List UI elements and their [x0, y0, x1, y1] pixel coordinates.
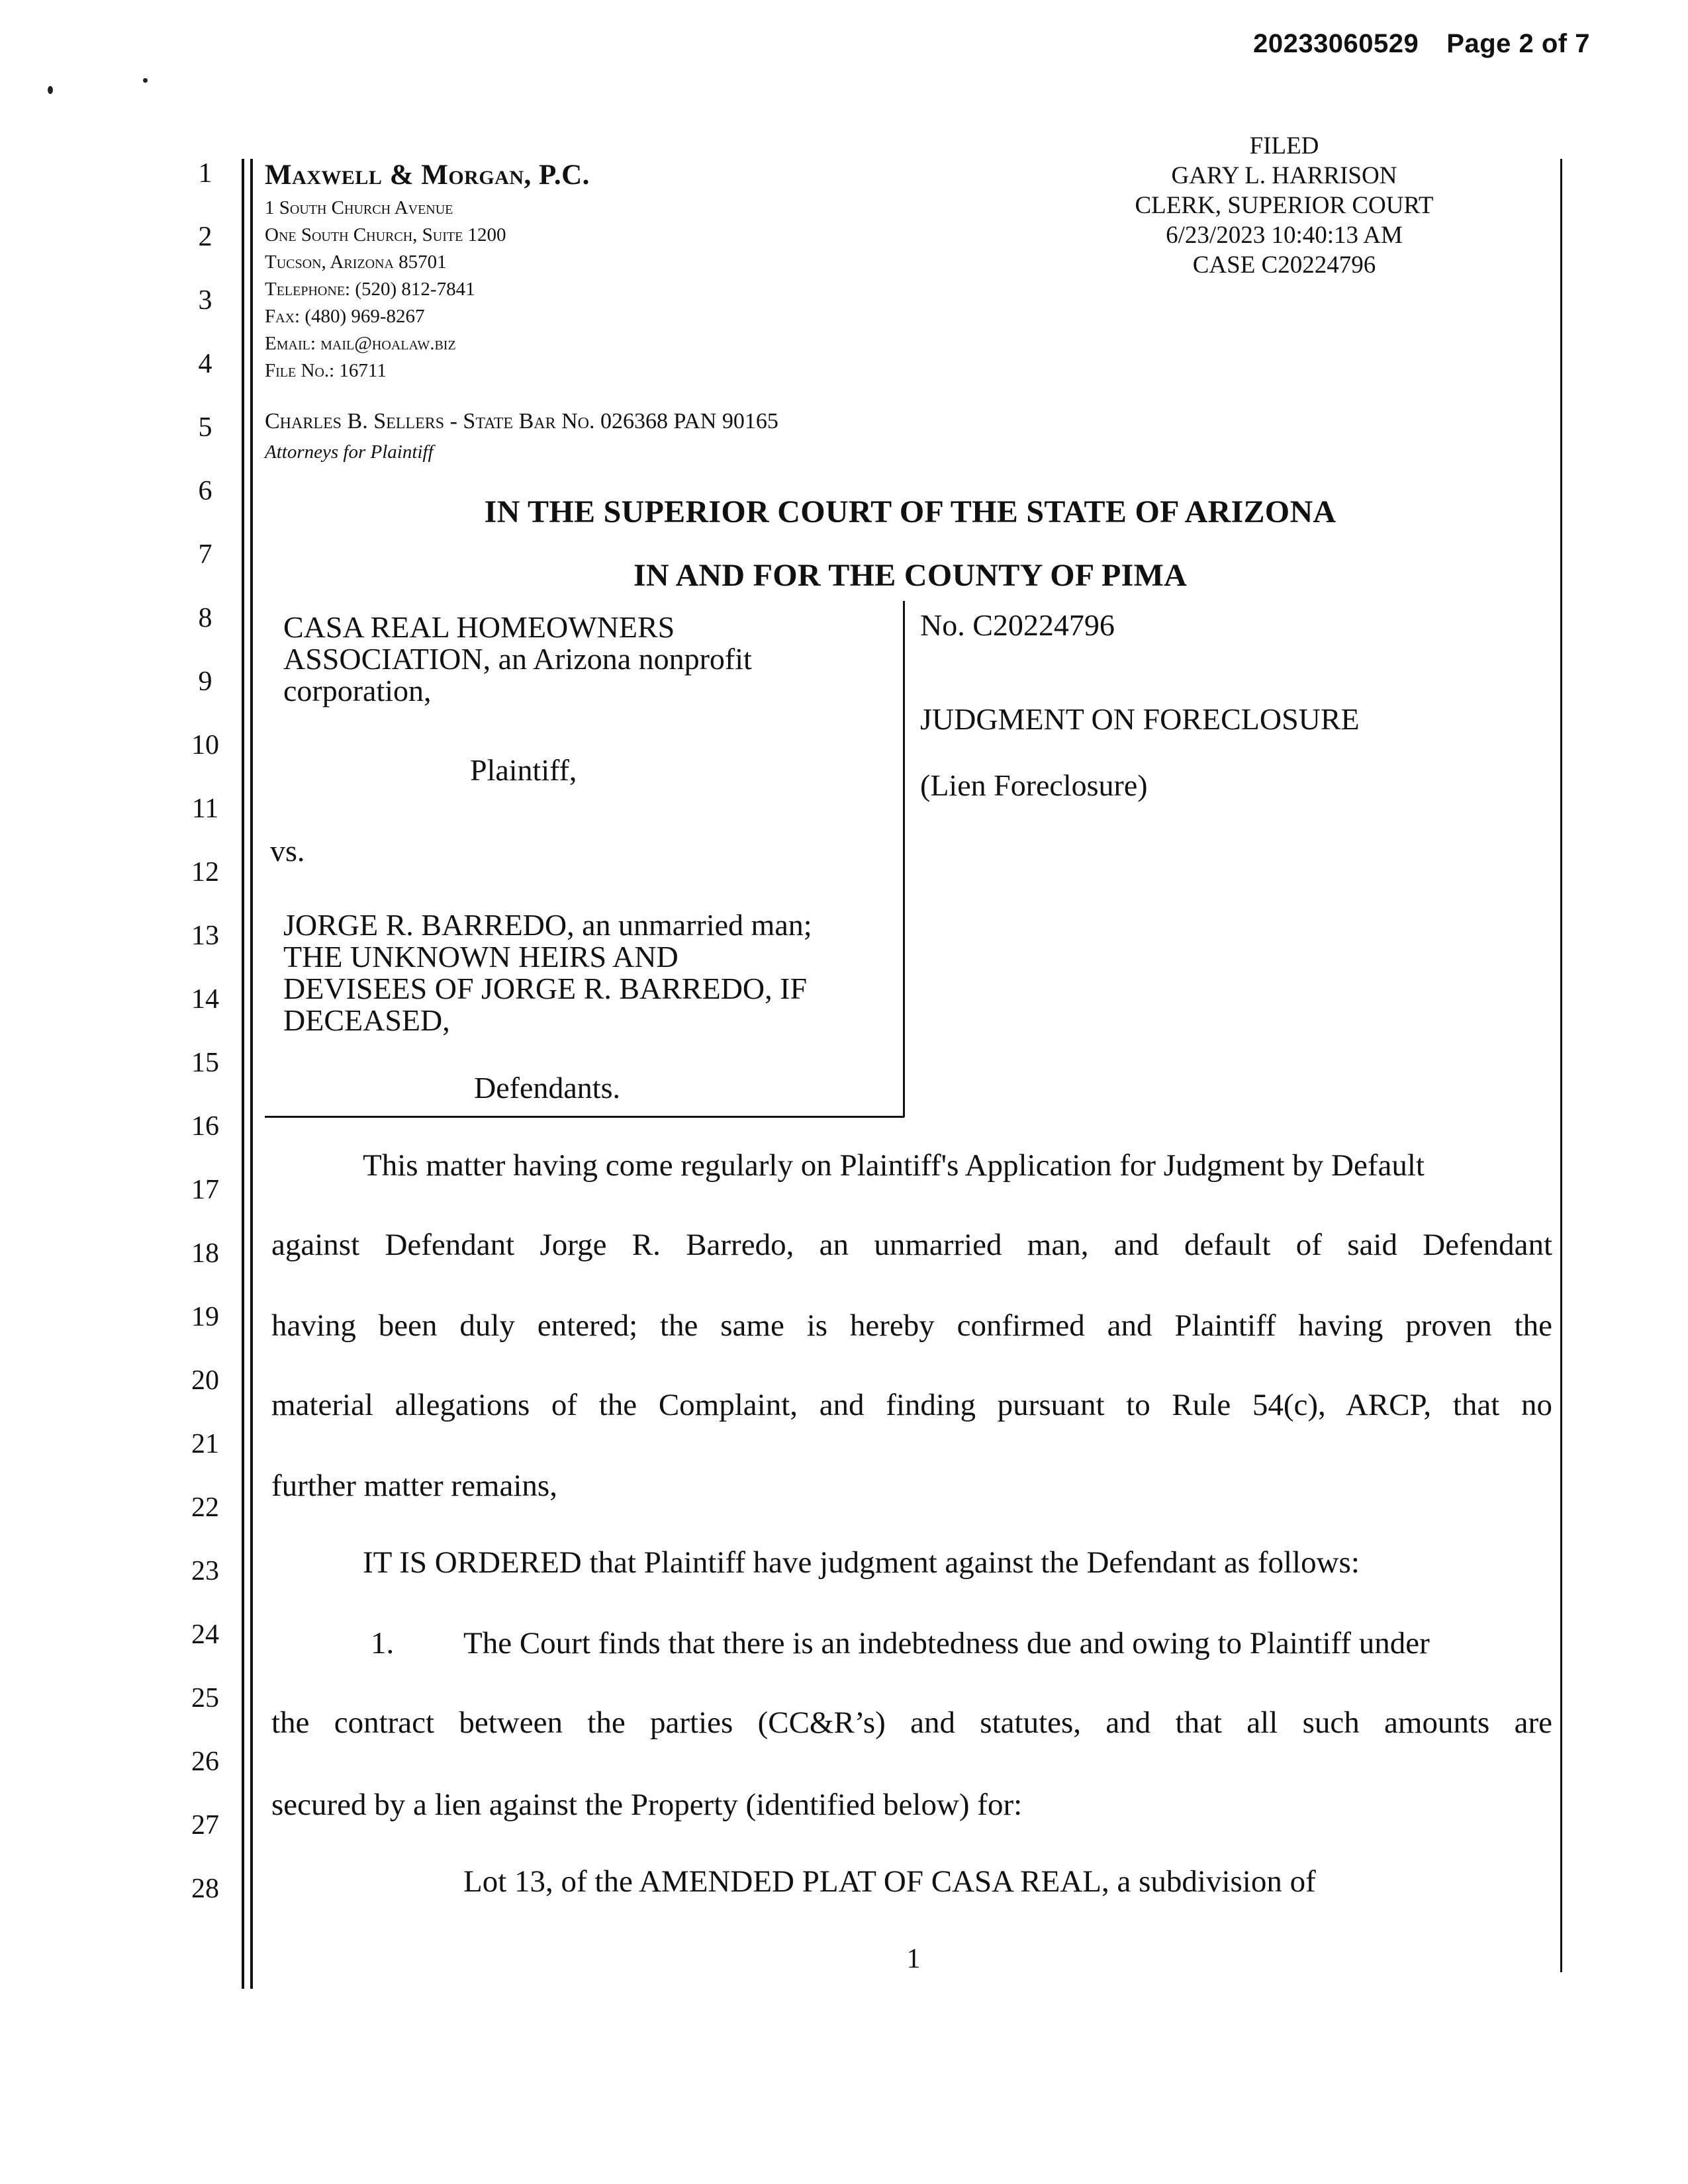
line-number: 6: [198, 476, 212, 506]
firm-name: Maxwell & Morgan, P.C.: [265, 159, 590, 191]
body-line: This matter having come regularly on Plaintiff's Application for Judgment by Default: [363, 1148, 1425, 1183]
filed-line: CASE C20224796: [1192, 251, 1376, 279]
line-number: 10: [191, 730, 219, 760]
pleading-rule-left-outer: [242, 159, 244, 1989]
line-number: 7: [198, 539, 212, 570]
body-line: secured by a lien against the Property (identified below) for:: [271, 1788, 1023, 1822]
address-line: 1 South Church Avenue: [265, 197, 453, 218]
scan-speck: [48, 86, 53, 94]
filed-line: GARY L. HARRISON: [1171, 162, 1397, 189]
versus-label: vs.: [270, 834, 305, 868]
line-number: 12: [191, 857, 219, 887]
line-number: 24: [191, 1619, 219, 1650]
line-number: 22: [191, 1492, 219, 1523]
document-subtitle: (Lien Foreclosure): [920, 768, 1148, 802]
body-line: The Court finds that there is an indebtedness due and owing to Plaintiff under: [463, 1626, 1430, 1661]
line-number: 16: [191, 1111, 219, 1142]
filed-line: 6/23/2023 10:40:13 AM: [1166, 222, 1403, 249]
line-number: 14: [191, 984, 219, 1015]
document-number: 20233060529: [1253, 29, 1419, 58]
filed-line: FILED: [1249, 132, 1319, 159]
line-number: 26: [191, 1747, 219, 1777]
item-number: 1.: [371, 1626, 395, 1661]
telephone-line: Telephone: (520) 812-7841: [265, 279, 475, 300]
attorney-bar-line: Charles B. Sellers - State Bar No. 026368 PAN 90165: [265, 409, 778, 433]
body-line: the contract between the parties (CC&R’s) and statutes, and that all such amounts are: [271, 1706, 1552, 1740]
document-title: JUDGMENT ON FORECLOSURE: [920, 702, 1360, 736]
line-number: 9: [198, 666, 212, 697]
fax-line: Fax: (480) 969-8267: [265, 306, 425, 327]
line-number: 20: [191, 1365, 219, 1396]
line-number: 15: [191, 1048, 219, 1078]
body-line: further matter remains,: [271, 1469, 557, 1503]
body-line: having been duly entered; the same is hereby confirmed and Plaintiff having proven the: [271, 1308, 1552, 1343]
email-line: Email: mail@hoalaw.biz: [265, 333, 456, 354]
caption-bottom-rule: [265, 1116, 904, 1118]
line-number: 11: [191, 794, 219, 824]
line-number: 1: [198, 158, 212, 189]
line-number: 13: [191, 921, 219, 951]
line-number: 21: [191, 1429, 219, 1459]
line-number: 5: [198, 412, 212, 443]
line-number: 18: [191, 1238, 219, 1269]
ordered-line: IT IS ORDERED that Plaintiff have judgment against the Defendant as follows:: [363, 1545, 1360, 1580]
pleading-rule-right: [1560, 159, 1562, 1972]
caption-divider: [903, 601, 905, 1117]
page-number: 1: [906, 1944, 921, 1974]
court-heading: IN THE SUPERIOR COURT OF THE STATE OF ARIZONA: [484, 494, 1336, 529]
filed-line: CLERK, SUPERIOR COURT: [1135, 192, 1434, 219]
attorneys-for: Attorneys for Plaintiff: [265, 441, 434, 463]
line-number: 8: [198, 603, 212, 633]
pleading-rule-left-inner: [250, 159, 253, 1989]
line-number: 28: [191, 1874, 219, 1904]
line-number: 23: [191, 1556, 219, 1586]
line-number: 2: [198, 222, 212, 252]
line-number: 3: [198, 285, 212, 316]
body-line: against Defendant Jorge R. Barredo, an unmarried man, and default of said Defendant: [271, 1228, 1552, 1262]
plaintiff-role: Plaintiff,: [470, 753, 577, 787]
case-number: No. C20224796: [920, 608, 1115, 642]
defendant-role: Defendants.: [474, 1071, 620, 1105]
line-number: 4: [198, 349, 212, 379]
file-number-line: File No.: 16711: [265, 360, 387, 381]
legal-description-line: Lot 13, of the AMENDED PLAT OF CASA REAL, a subdivision of: [463, 1864, 1316, 1899]
line-number: 27: [191, 1810, 219, 1841]
defendant-names: JORGE R. BARREDO, an unmarried man; THE UNKNOWN HEIRS AND DEVISEES OF JORGE R. BARREDO, IF DECEASED,: [283, 908, 812, 1037]
line-number: 25: [191, 1683, 219, 1713]
line-number: 17: [191, 1175, 219, 1205]
filed-stamp: [1059, 131, 1509, 280]
address-line: Tucson, Arizona 85701: [265, 251, 447, 273]
plaintiff-name: CASA REAL HOMEOWNERS ASSOCIATION, an Arizona nonprofit corporation,: [283, 610, 752, 707]
address-line: One South Church, Suite 1200: [265, 224, 506, 246]
body-line: material allegations of the Complaint, and finding pursuant to Rule 54(c), ARCP, that no: [271, 1388, 1552, 1422]
line-number: 19: [191, 1302, 219, 1332]
scan-speck: [143, 78, 148, 83]
recording-stamp: [1253, 29, 1590, 59]
attorney-block: [265, 159, 960, 385]
page-label: Page 2 of 7: [1446, 29, 1590, 58]
county-heading: IN AND FOR THE COUNTY OF PIMA: [633, 558, 1188, 593]
